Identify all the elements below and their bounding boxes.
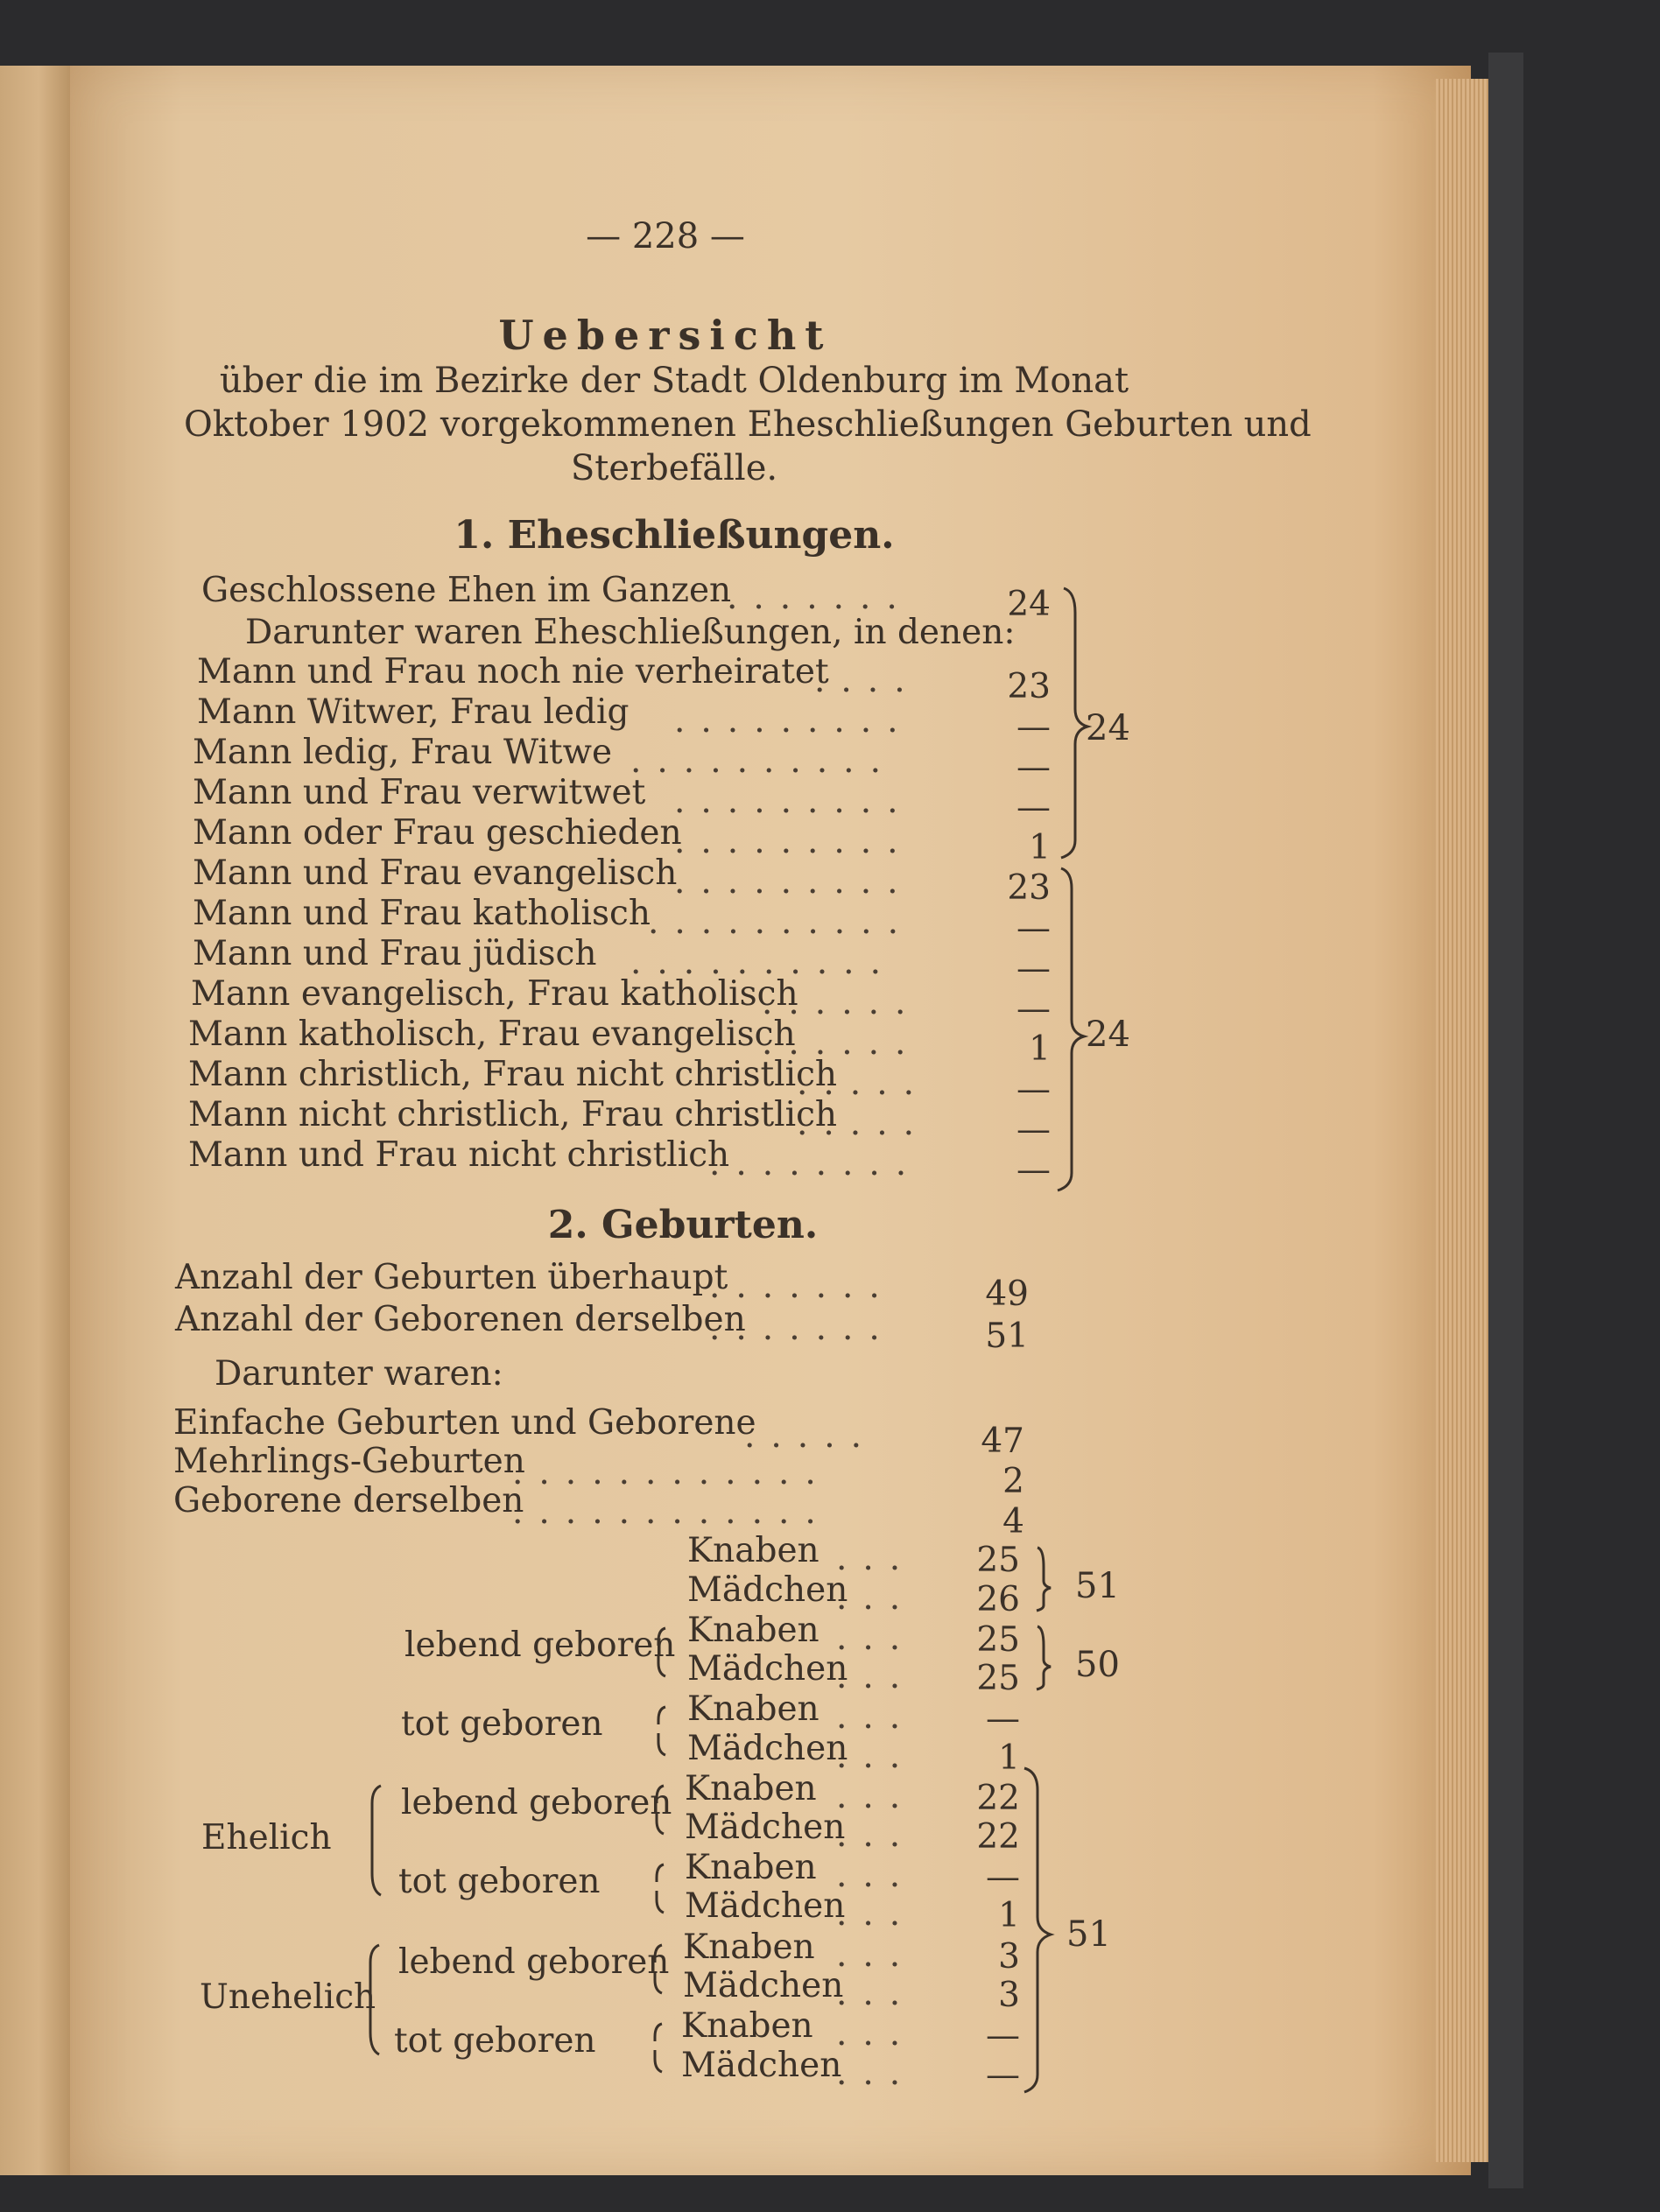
leader-dots: ........ <box>709 1144 923 1183</box>
g2-label-6: Mann nicht christlich, Frau christlich <box>188 1095 838 1134</box>
live-sum: 50 <box>1075 1645 1120 1685</box>
section2-heading: 2. Geburten. <box>547 1203 819 1247</box>
leader-dots: .... <box>814 661 921 700</box>
leader-dots: ... <box>836 1777 917 1816</box>
multiple-born-value: 4 <box>1002 1502 1024 1541</box>
live-girls-value: 25 <box>976 1659 1020 1698</box>
illegit-dead-boys-value: — <box>986 2016 1020 2055</box>
bracket-totals <box>1037 1548 1051 1611</box>
leader-dots: ....... <box>709 1267 896 1306</box>
leader-dots: ......... <box>674 782 914 821</box>
illegit-live-boys-label: Knaben <box>683 1928 815 1967</box>
g2-label-1: Mann und Frau katholisch <box>193 894 651 933</box>
page-number: — 228 — <box>586 216 745 256</box>
leader-dots: .......... <box>648 902 914 942</box>
legit-live-boys-label: Knaben <box>685 1769 817 1808</box>
g2-label-0: Mann und Frau evangelisch <box>193 853 678 893</box>
group1-sum: 24 <box>1086 708 1130 748</box>
leader-dots: ............ <box>512 1453 832 1492</box>
bracket-group2 <box>1058 868 1084 1190</box>
bracket-legit-live-sex <box>657 1786 664 1834</box>
illegit-live-boys-value: 3 <box>998 1937 1020 1977</box>
g2-value-7: — <box>1016 1150 1051 1190</box>
g2-label-4: Mann katholisch, Frau evangelisch <box>188 1015 796 1054</box>
leader-dots: ... <box>836 1894 917 1934</box>
legit-live-label: lebend geboren <box>401 1783 672 1822</box>
g1-label-1: Mann Witwer, Frau ledig <box>197 692 630 732</box>
legit-live-girls-value: 22 <box>976 1817 1020 1857</box>
leader-dots: ....... <box>727 578 913 617</box>
born-total-value: 51 <box>985 1317 1029 1356</box>
g1-label-3: Mann und Frau verwitwet <box>193 773 646 812</box>
legit-live-boys-value: 22 <box>976 1779 1020 1818</box>
g1-value-0: 23 <box>1007 667 1051 706</box>
leader-dots: ...... <box>762 1023 922 1063</box>
total-born-sum: 51 <box>1075 1566 1120 1606</box>
births-intro: Darunter waren: <box>215 1354 503 1394</box>
subtitle-line-1: über die im Bezirke der Stadt Oldenburg im Monat <box>219 361 1129 401</box>
total-marriages-label: Geschlossene Ehen im Ganzen <box>201 571 732 610</box>
marriages-intro: Darunter waren Eheschließungen, in denen: <box>245 613 1016 652</box>
leader-dots: ..... <box>744 1416 877 1456</box>
dead-girls-label: Mädchen <box>687 1729 848 1768</box>
total-boys-value: 25 <box>976 1541 1020 1580</box>
leader-dots: ... <box>836 1935 917 1975</box>
leader-dots: ... <box>836 2014 917 2054</box>
legit-dead-label: tot geboren <box>398 1862 601 1901</box>
legit-dead-boys-value: — <box>986 1857 1020 1897</box>
g2-label-7: Mann und Frau nicht christlich <box>188 1135 730 1175</box>
g1-label-2: Mann ledig, Frau Witwe <box>193 733 613 772</box>
leader-dots: ... <box>836 1974 917 2013</box>
multiple-births-value: 2 <box>1002 1462 1024 1501</box>
leader-dots: ... <box>836 1697 917 1737</box>
illegit-live-girls-label: Mädchen <box>683 1966 844 2005</box>
multiple-births-label: Mehrlings-Geburten <box>173 1442 525 1481</box>
leader-dots: ..... <box>797 1104 930 1143</box>
illegit-dead-girls-value: — <box>986 2055 1020 2095</box>
leader-dots: ......... <box>674 701 914 741</box>
g2-label-2: Mann und Frau jüdisch <box>193 934 597 973</box>
leader-dots: .......... <box>630 943 897 982</box>
illegit-live-label: lebend geboren <box>398 1942 670 1982</box>
g1-value-4: 1 <box>1029 828 1051 867</box>
g1-value-3: — <box>1016 788 1051 827</box>
dead-boys-value: — <box>986 1699 1020 1738</box>
live-boys-label: Knaben <box>687 1611 819 1650</box>
g1-label-4: Mann oder Frau geschieden <box>193 813 682 853</box>
leader-dots: ... <box>836 1619 917 1658</box>
live-boys-value: 25 <box>976 1620 1020 1660</box>
illegit-dead-boys-label: Knaben <box>681 2006 813 2046</box>
bracket-illegit-status <box>370 1945 379 2054</box>
leader-dots: ... <box>836 1657 917 1696</box>
legit-dead-boys-label: Knaben <box>685 1848 817 1887</box>
total-girls-label: Mädchen <box>687 1570 848 1610</box>
leader-dots: ... <box>836 1539 917 1578</box>
multiple-born-label: Geborene derselben <box>173 1481 524 1520</box>
leader-dots: ......... <box>674 862 914 902</box>
total-boys-label: Knaben <box>687 1531 819 1570</box>
born-total-label: Anzahl der Geborenen derselben <box>175 1300 746 1339</box>
leader-dots: ... <box>836 1856 917 1895</box>
leader-dots: ............ <box>512 1492 832 1532</box>
subtitle-line-3: Sterbefälle. <box>570 448 778 488</box>
single-births-label: Einfache Geburten und Geborene <box>173 1403 756 1443</box>
bracket-live-sex <box>658 1628 665 1676</box>
leader-dots: .......... <box>630 741 897 781</box>
births-total-label: Anzahl der Geburten überhaupt <box>175 1258 728 1297</box>
single-births-value: 47 <box>981 1422 1024 1461</box>
legitimate-label: Ehelich <box>201 1818 332 1857</box>
g2-value-1: — <box>1016 909 1051 948</box>
g2-value-6: — <box>1016 1110 1051 1149</box>
g2-value-4: 1 <box>1029 1029 1051 1069</box>
dead-girls-value: 1 <box>998 1738 1020 1778</box>
g1-value-2: — <box>1016 748 1051 787</box>
subtitle-line-2: Oktober 1902 vorgekommenen Eheschließungen Geburten und <box>184 404 1312 445</box>
bracket-legit-status <box>372 1786 381 1895</box>
leader-dots: ..... <box>797 1064 930 1103</box>
dead-label: tot geboren <box>401 1704 603 1744</box>
total-girls-value: 26 <box>976 1580 1020 1619</box>
group2-sum: 24 <box>1086 1015 1130 1055</box>
bracket-legit-dead-sex <box>657 1864 664 1913</box>
legit-live-girls-label: Mädchen <box>685 1808 846 1847</box>
births-total-value: 49 <box>985 1275 1029 1314</box>
illegitimate-label: Unehelich <box>200 1977 376 2017</box>
leader-dots: ...... <box>762 983 922 1022</box>
illegit-dead-girls-label: Mädchen <box>681 2046 842 2085</box>
total-marriages-value: 24 <box>1007 585 1051 624</box>
live-label: lebend geboren <box>404 1626 676 1665</box>
g2-value-2: — <box>1016 949 1051 988</box>
bracket-live <box>1037 1626 1051 1689</box>
leader-dots: ... <box>836 1815 917 1855</box>
illegit-dead-label: tot geboren <box>394 2021 596 2061</box>
g2-label-5: Mann christlich, Frau nicht christlich <box>188 1055 838 1094</box>
leader-dots: ... <box>836 1578 917 1618</box>
leader-dots: ... <box>836 1737 917 1776</box>
bracket-group1 <box>1061 588 1087 858</box>
bracket-legit-total <box>1024 1768 1051 2092</box>
bracket-illegit-live-sex <box>655 1945 662 1993</box>
leader-dots: ....... <box>709 1309 896 1348</box>
legit-dead-girls-value: 1 <box>998 1896 1020 1935</box>
g2-value-5: — <box>1016 1070 1051 1109</box>
g1-label-0: Mann und Frau noch nie verheiratet <box>197 652 829 692</box>
g2-value-0: 23 <box>1007 868 1051 908</box>
leader-dots: ......... <box>674 822 914 861</box>
bracket-dead-sex <box>658 1707 665 1755</box>
section1-heading: 1. Eheschließungen. <box>454 513 895 558</box>
g2-label-3: Mann evangelisch, Frau katholisch <box>191 974 798 1014</box>
bracket-illegit-dead-sex <box>655 2024 662 2072</box>
page-title: Uebersicht <box>498 312 833 359</box>
leader-dots: ... <box>836 2054 917 2093</box>
legit-total-sum: 51 <box>1066 1914 1111 1955</box>
illegit-live-girls-value: 3 <box>998 1976 1020 2015</box>
legit-dead-girls-label: Mädchen <box>685 1886 846 1926</box>
dead-boys-label: Knaben <box>687 1689 819 1729</box>
g1-value-1: — <box>1016 707 1051 747</box>
g2-value-3: — <box>1016 989 1051 1029</box>
live-girls-label: Mädchen <box>687 1649 848 1689</box>
